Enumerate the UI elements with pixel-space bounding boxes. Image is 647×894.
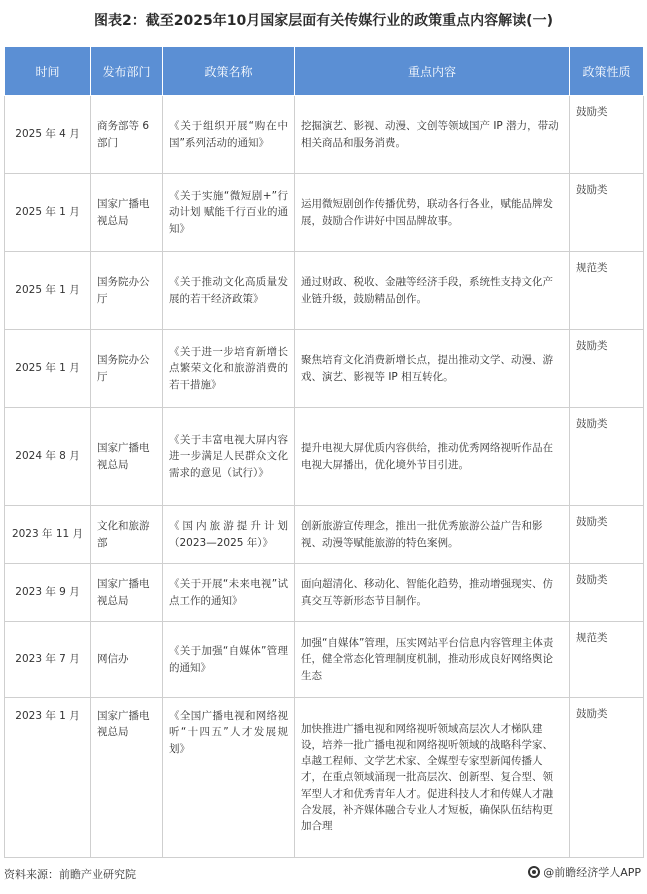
cell-policy-name: 《国内旅游提升计划（2023—2025 年）》 [163,506,295,564]
cell-dept: 国家广播电视总局 [91,698,163,858]
cell-content: 运用微短剧创作传播优势，联动各行各业，赋能品牌发展，鼓励合作讲好中国品牌故事。 [295,174,570,252]
brand-credit [528,864,641,880]
table-row [5,506,644,564]
table-row [5,174,644,252]
qianzhan-logo-icon [528,866,540,878]
cell-nature: 规范类 [570,252,644,330]
cell-content: 加快推进广播电视和网络视听领域高层次人才梯队建设，培养一批广播电视和网络视听领域的战略科学家、卓越工程师、文学艺术家、全媒型专家型新闻传播人才，在重点领域涌现一批高层次、创新型、复合型、领军型人才和优秀青年人才。促进科技人才和传媒人才融合发展，补齐媒体融合专业人才短板，确保队伍结构更加合理 [295,698,570,858]
cell-time: 2023 年 7 月 [5,622,91,698]
header-content: 重点内容 [295,47,570,96]
table-row [5,252,644,330]
cell-time: 2024 年 8 月 [5,408,91,506]
cell-content: 面向超清化、移动化、智能化趋势，推动增强现实、仿真交互等新形态节目制作。 [295,564,570,622]
cell-policy-name: 《关于进一步培育新增长点繁荣文化和旅游消费的若干措施》 [163,330,295,408]
cell-nature: 鼓励类 [570,96,644,174]
cell-content: 聚焦培育文化消费新增长点，提出推动文学、动漫、游戏、演艺、影视等 IP 相互转化。 [295,330,570,408]
table-row [5,330,644,408]
table-header-row [5,47,644,96]
table-row [5,698,644,858]
cell-policy-name: 《关于推动文化高质量发展的若干经济政策》 [163,252,295,330]
cell-nature: 规范类 [570,622,644,698]
cell-nature: 鼓励类 [570,506,644,564]
cell-policy-name: 《关于加强“自媒体”管理的通知》 [163,622,295,698]
cell-dept: 商务部等 6 部门 [91,96,163,174]
cell-content: 加强“自媒体”管理，压实网站平台信息内容管理主体责任，健全常态化管理制度机制，推动形成良好网络舆论生态 [295,622,570,698]
header-name: 政策名称 [163,47,295,96]
cell-policy-name: 《关于开展“未来电视”试点工作的通知》 [163,564,295,622]
cell-dept: 国务院办公厅 [91,252,163,330]
policy-table [4,46,644,858]
cell-dept: 文化和旅游部 [91,506,163,564]
cell-time: 2023 年 1 月 [5,698,91,858]
header-dept: 发布部门 [91,47,163,96]
cell-time: 2025 年 4 月 [5,96,91,174]
cell-nature: 鼓励类 [570,698,644,858]
brand-text: @前瞻经济学人APP [543,866,641,879]
header-time: 时间 [5,47,91,96]
cell-dept: 网信办 [91,622,163,698]
page-title: 图表2：截至2025年10月国家层面有关传媒行业的政策重点内容解读(一) [94,13,553,29]
cell-time: 2025 年 1 月 [5,174,91,252]
cell-dept: 国家广播电视总局 [91,408,163,506]
cell-policy-name: 《关于实施“微短剧+”行动计划 赋能千行百业的通知》 [163,174,295,252]
source-note: 资料来源：前瞻产业研究院 [4,868,136,881]
cell-nature: 鼓励类 [570,330,644,408]
cell-nature: 鼓励类 [570,564,644,622]
table-row [5,622,644,698]
cell-time: 2025 年 1 月 [5,252,91,330]
cell-dept: 国家广播电视总局 [91,174,163,252]
table-row [5,96,644,174]
cell-time: 2025 年 1 月 [5,330,91,408]
cell-nature: 鼓励类 [570,174,644,252]
cell-time: 2023 年 11 月 [5,506,91,564]
table-row [5,564,644,622]
cell-content: 创新旅游宣传理念，推出一批优秀旅游公益广告和影视、动漫等赋能旅游的特色案例。 [295,506,570,564]
cell-dept: 国务院办公厅 [91,330,163,408]
table-row [5,408,644,506]
cell-nature: 鼓励类 [570,408,644,506]
cell-time: 2023 年 9 月 [5,564,91,622]
cell-content: 挖掘演艺、影视、动漫、文创等领域国产 IP 潜力，带动相关商品和服务消费。 [295,96,570,174]
cell-policy-name: 《关于丰富电视大屏内容进一步满足人民群众文化需求的意见（试行）》 [163,408,295,506]
cell-content: 通过财政、税收、金融等经济手段，系统性支持文化产业链升级，鼓励精品创作。 [295,252,570,330]
cell-policy-name: 《全国广播电视和网络视听“十四五”人才发展规划》 [163,698,295,858]
cell-policy-name: 《关于组织开展“购在中国”系列活动的通知》 [163,96,295,174]
cell-dept: 国家广播电视总局 [91,564,163,622]
header-nature: 政策性质 [570,47,644,96]
cell-content: 提升电视大屏优质内容供给，推动优秀网络视听作品在电视大屏播出，优化境外节目引进。 [295,408,570,506]
